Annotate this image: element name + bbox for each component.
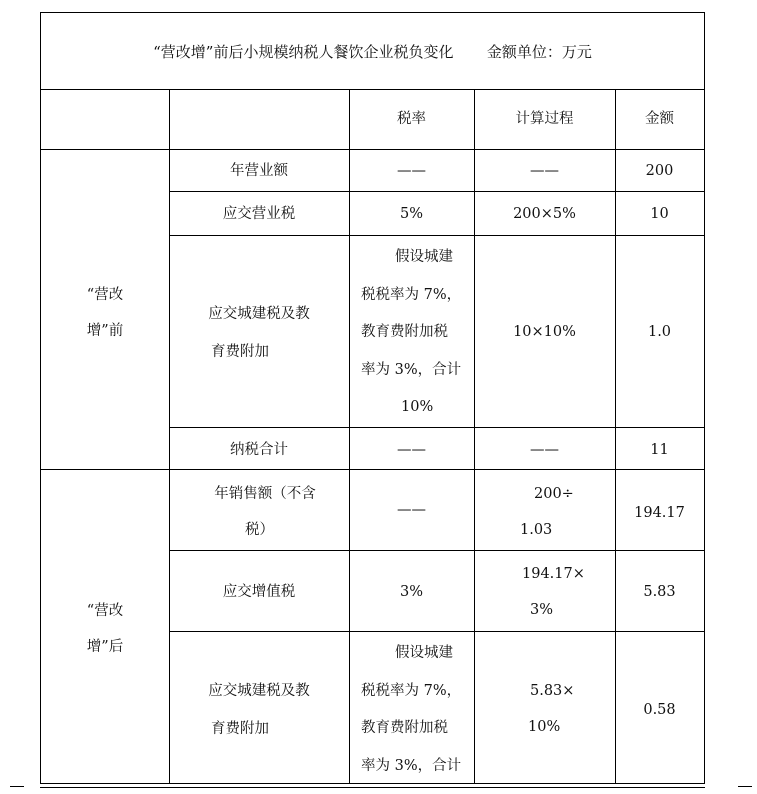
- group-label-after: “营改 增”后: [86, 603, 124, 655]
- divider: [41, 149, 704, 150]
- margin-mark-right: [738, 786, 752, 793]
- table-row-calc: 194.17× 3%: [522, 566, 585, 618]
- header-amount: 金额: [645, 111, 674, 127]
- table-row-rate: 假设城建 税税率为 7%， 教育费附加税 率为 3%，合计 10%: [361, 249, 462, 415]
- table-row-rate: ——: [397, 163, 426, 179]
- table-row-calc: ——: [530, 442, 559, 458]
- table-row-calc: 200÷ 1.03: [520, 486, 574, 538]
- table-row-item: 年销售额（不含 税）: [214, 486, 316, 538]
- page-bottom-rule: [40, 787, 705, 788]
- table-row-calc: 10×10%: [513, 324, 576, 340]
- table-row-amount: 0.58: [643, 702, 676, 718]
- divider: [169, 235, 704, 236]
- table-row-calc: ——: [530, 163, 559, 179]
- table-title: “营改增”前后小规模纳税人餐饮企业税负变化 金额单位：万元: [41, 13, 704, 90]
- table-row-item: 年营业额: [230, 163, 288, 179]
- table-row-rate: ——: [397, 442, 426, 458]
- margin-mark-left: [10, 786, 24, 793]
- table-row-item: 应交城建税及教 育费附加: [208, 683, 310, 737]
- header-rate: 税率: [397, 111, 426, 127]
- table-row-amount: 200: [645, 163, 674, 179]
- table-row-calc: 5.83× 10%: [528, 683, 575, 735]
- table-row-rate: ——: [397, 502, 426, 518]
- divider: [169, 550, 704, 551]
- table-row-amount: 11: [650, 442, 669, 458]
- table-row-item: 应交增值税: [222, 584, 296, 600]
- group-label-before: “营改 增”前: [86, 287, 124, 339]
- divider: [41, 469, 704, 470]
- divider: [169, 631, 704, 632]
- table-row-item: 纳税合计: [230, 442, 288, 458]
- table-row-amount: 5.83: [643, 584, 676, 600]
- table-row-item: 应交城建税及教 育费附加: [208, 306, 310, 360]
- table-row-rate: 假设城建 税税率为 7%， 教育费附加税 率为 3%，合计: [361, 645, 462, 774]
- table-row-amount: 10: [650, 206, 669, 222]
- table-row-rate: 5%: [399, 206, 423, 222]
- divider: [169, 191, 704, 192]
- tax-table: [40, 12, 705, 784]
- table-row-amount: 194.17: [634, 505, 685, 521]
- header-calc: 计算过程: [515, 111, 574, 127]
- divider: [169, 427, 704, 428]
- table-row-calc: 200×5%: [513, 206, 576, 222]
- table-row-item: 应交营业税: [222, 206, 296, 222]
- table-row-amount: 1.0: [647, 324, 672, 340]
- table-row-rate: 3%: [399, 584, 423, 600]
